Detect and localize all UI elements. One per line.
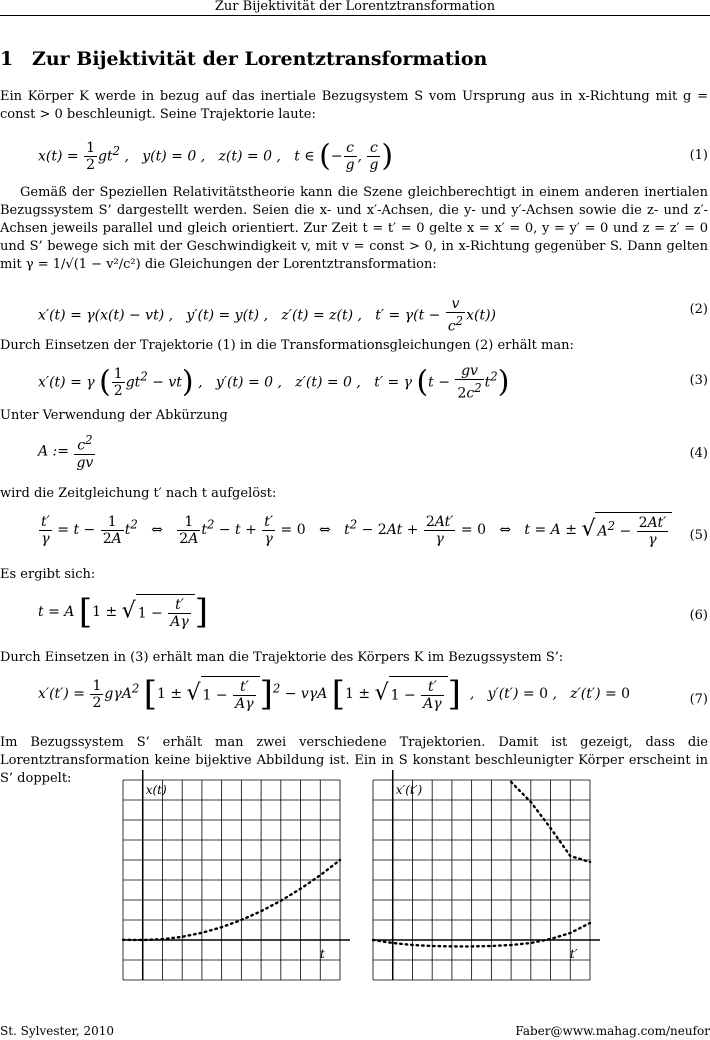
y-axis-label: x′(t′) xyxy=(395,783,423,797)
section-title: Zur Bijektivität der Lorentztransformation xyxy=(32,48,488,70)
equation-number-1: (1) xyxy=(689,148,708,163)
paragraph-abbreviation: Unter Verwendung der Abkürzung xyxy=(0,408,228,423)
footer-place-date: St. Sylvester, 2010 xyxy=(0,1024,115,1038)
paragraph-conclusion: Im Bezugssystem S’ erhält man zwei verschiedene Trajektorien. Damit ist gezeigt, dass die Lorentztransformation keine bijektive Abbildung ist. Ein in S konstant beschleunigter Körper erscheint in S’ doppelt: xyxy=(0,735,708,786)
equation-3: x′(t) = γ ( $\frac{1}{2}$ $gt^2 - vt$) , y′(t) = 0 , z′(t) = 0 , t′ = γ (t − $\frac{gv}{2c^2}$ $t^2$) xyxy=(38,363,510,402)
chart-trajectory-s-prime xyxy=(350,770,610,985)
x-axis-label: t′ xyxy=(570,947,578,961)
equation-number-3: (3) xyxy=(689,373,708,388)
header-rule xyxy=(0,15,710,16)
series-line-1 xyxy=(373,923,590,946)
equation-7: x′(t′) = $\frac{1}{2}$ gγA$^2$ [1 ± √ 1 − $\frac{t'}{A\gamma}$ ]$^2$ − vγA [1 ± √ 1 − $\frac{t'}{A\gamma}$ ] , y′(t′) = 0 , z′(t′) = 0 xyxy=(38,674,631,714)
chart-trajectory-s xyxy=(100,770,360,985)
x-axis-label: t xyxy=(320,947,325,961)
footer-contact: Faber@www.mahag.com/neufor xyxy=(515,1024,710,1038)
paragraph-trajectory: Durch Einsetzen in (3) erhält man die Trajektorie des Körpers K im Bezugssystem S’: xyxy=(0,650,564,665)
equation-4: A := $\frac{c^2}{gv}$ xyxy=(38,433,94,471)
equation-6: t = A [1 ± √ 1 − $\frac{t'}{A\gamma}$ ] xyxy=(38,592,208,632)
equation-number-6: (6) xyxy=(689,608,708,623)
paragraph-result: Es ergibt sich: xyxy=(0,567,96,582)
paragraph-intro: Ein Körper K werde in bezug auf das inertiale Bezugsystem S vom Ursprung aus in x-Richtung mit g = const > 0 beschleunigt. Seine Trajektorie laute: xyxy=(0,89,708,122)
equation-number-4: (4) xyxy=(689,446,708,461)
paragraph-solve: wird die Zeitgleichung t′ nach t aufgelöst: xyxy=(0,486,277,501)
section-heading xyxy=(0,48,487,70)
paragraph-substitution: Durch Einsetzen der Trajektorie (1) in die Transformationsgleichungen (2) erhält man: xyxy=(0,338,574,353)
equation-number-2: (2) xyxy=(689,302,708,317)
paragraph-relativity: Gemäß der Speziellen Relativitätstheorie kann die Szene gleichberechtigt in einem anderen inertialen Bezugssystem S’ dargestellt werden. Seien die x- und x′-Achsen, die y- und y′-Achsen sowie die z- und z′-Achsen jeweils parallel und gleich orientiert. Zur Zeit t = t′ = 0 gelte x = x′ = 0, y = y′ = 0 und z = z′ = 0 und S’ bewege sich mit der Geschwindigkeit v, mit v = const > 0, in x-Richtung gegenüber S. Dann gelten mit γ = 1/√(1 − v²/c²) die Gleichungen der Lorentztransformation: xyxy=(0,185,708,272)
y-axis-label: x(t) xyxy=(145,783,167,797)
running-header: Zur Bijektivität der Lorentztransformation xyxy=(214,0,496,14)
section-number: 1 xyxy=(0,48,14,70)
equation-1: x(t) = $\frac{1}{2}$ $gt^2$ , y(t) = 0 , z(t) = 0 , t ∈ (− $\frac{c}{g}$ , $\frac{c}{g}$ ) xyxy=(38,138,394,174)
equation-5: $\frac{t'}{\gamma}$ = t − $\frac{1}{2A}$ $t^2$ ⇔ $\frac{1}{2A}$ $t^2 - t$ + $\frac{t'}{\gamma}$ = 0 ⇔ $t^2 - 2At$ + $\frac{2At'}{\gamma}$ = 0 ⇔ t = A ± √ $A^2$ − $\frac{2At'}{\gamma}$ xyxy=(38,512,672,548)
equation-2: x′(t) = γ(x(t) − vt) , y′(t) = y(t) , z′(t) = z(t) , t′ = γ(t − $\frac{v}{c^2}$ x(t)) xyxy=(38,296,497,335)
equation-number-7: (7) xyxy=(689,692,708,707)
equation-number-5: (5) xyxy=(689,528,708,543)
